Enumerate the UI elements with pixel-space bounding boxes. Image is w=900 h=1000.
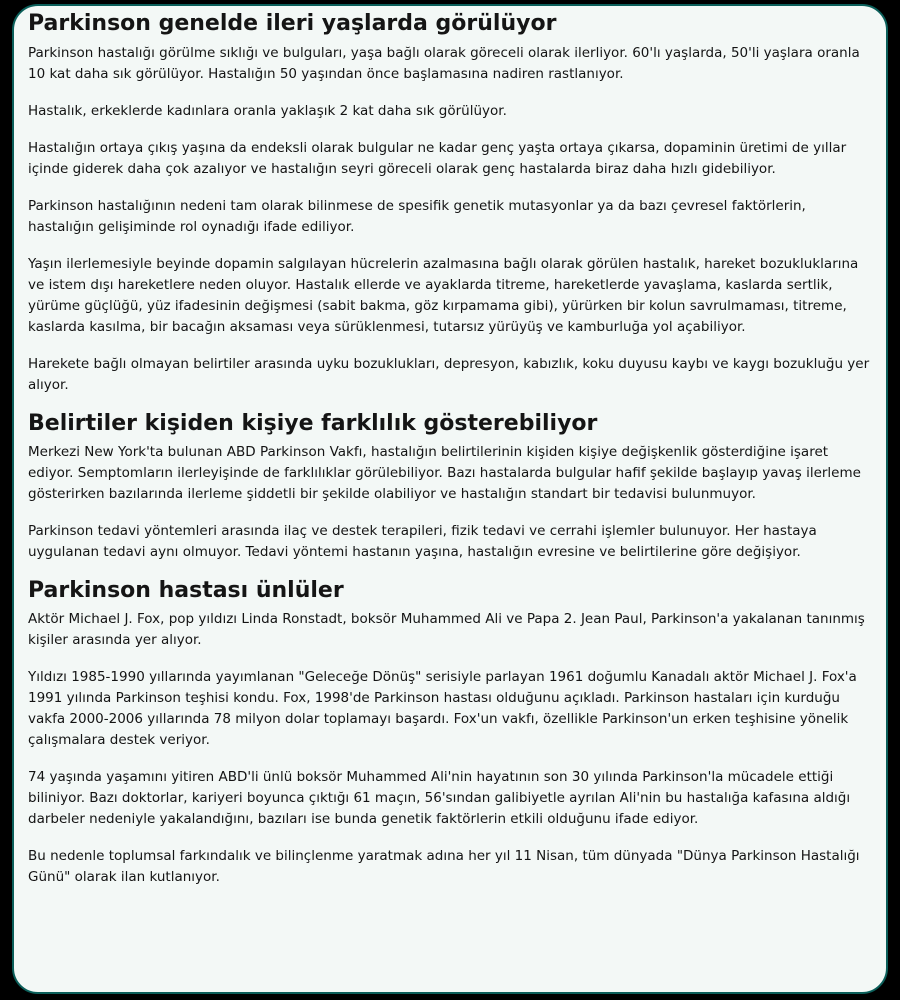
paragraph: 74 yaşında yaşamını yitiren ABD'li ünlü boksör Muhammed Ali'nin hayatının son 30 yılında Parkinson'la mücadele ettiği biliniyor. Bazı doktorlar, kariyeri boyunca çıktığı 61 maçın, 56'sından galibiyetle ayrılan Ali'nin bu hastalığa kafasına aldığı darbeler nedeniyle yakalandığını, bazıları ise bunda genetik faktörlerin etkili olduğunu ifade ediyor.	[28, 769, 851, 827]
section-heading: Parkinson hastası ünlüler	[28, 578, 344, 603]
paragraph: Aktör Michael J. Fox, pop yıldızı Linda Ronstadt, boksör Muhammed Ali ve Papa 2. Jean Paul, Parkinson'a yakalanan tanınmış kişiler arasında yer alıyor.	[28, 611, 865, 648]
section-heading: Parkinson genelde ileri yaşlarda görülüyor	[28, 11, 557, 36]
paragraph: Parkinson tedavi yöntemleri arasında ilaç ve destek terapileri, fizik tedavi ve cerrahi işlemler bulunuyor. Her hastaya uygulanan tedavi aynı olmuyor. Tedavi yöntemi hastanın yaşına, hastalığın evresine ve belirtilerine göre değişiyor.	[28, 523, 817, 560]
section-age	[28, 8, 872, 396]
paragraph: Harekete bağlı olmayan belirtiler arasında uyku bozuklukları, depresyon, kabızlık, koku duyusu kaybı ve kaygı bozukluğu yer alıyor.	[28, 356, 870, 393]
paragraph: Yaşın ilerlemesiyle beyinde dopamin salgılayan hücrelerin azalmasına bağlı olarak görülen hastalık, hareket bozukluklarına ve istem dışı hareketlere neden oluyor. Hastalık ellerde ve ayaklarda titreme, hareketlerde yavaşlama, kaslarda sertlik, yürüme güçlüğü, yüz ifadesinin değişmesi (sabit bakma, göz kırpamama gibi), yürürken bir kolun savrulmaması, titreme, kaslarda kasılma, bir bacağın aksaması veya sürüklenmesi, tutarsız yürüyüş ve kamburluğa yol açabiliyor.	[28, 256, 859, 335]
section-symptoms	[28, 408, 872, 563]
paragraph: Hastalığın ortaya çıkış yaşına da endeksli olarak bulgular ne kadar genç yaşta ortaya çıkarsa, dopaminin üretimi de yıllar içinde giderek daha çok azalıyor ve hastalığın seyri göreceli olarak genç hastalarda biraz daha hızlı gidebiliyor.	[28, 140, 847, 177]
article-card	[12, 4, 888, 994]
paragraph: Parkinson hastalığı görülme sıklığı ve bulguları, yaşa bağlı olarak göreceli olarak ilerliyor. 60'lı yaşlarda, 50'li yaşlara oranla 10 kat daha sık görülüyor. Hastalığın 50 yaşından önce başlamasına nadiren rastlanıyor.	[28, 45, 860, 82]
paragraph: Yıldızı 1985-1990 yıllarında yayımlanan "Geleceğe Dönüş" serisiyle parlayan 1961 doğumlu Kanadalı aktör Michael J. Fox'a 1991 yılında Parkinson teşhisi kondu. Fox, 1998'de Parkinson hastası olduğunu açıkladı. Parkinson hastaları için kurduğu vakfa 2000-2006 yıllarında 78 milyon dolar toplamayı başardı. Fox'un vakfı, özellikle Parkinson'un erken teşhisine yönelik çalışmalara destek veriyor.	[28, 669, 857, 748]
section-celebrities	[28, 575, 872, 888]
paragraph: Parkinson hastalığının nedeni tam olarak bilinmese de spesifik genetik mutasyonlar ya da bazı çevresel faktörlerin, hastalığın gelişiminde rol oynadığı ifade ediliyor.	[28, 198, 806, 235]
paragraph: Merkezi New York'ta bulunan ABD Parkinson Vakfı, hastalığın belirtilerinin kişiden kişiye değişkenlik gösterdiğine işaret ediyor. Semptomların ilerleyişinde de farklılıklar görülebiliyor. Bazı hastalarda bulgular hafif şekilde başlayıp yavaş ilerleme gösterirken bazılarında ilerleme şiddetli bir şekilde olabiliyor ve hastalığın standart bir tedavisi bulunmuyor.	[28, 444, 861, 502]
section-heading: Belirtiler kişiden kişiye farklılık gösterebiliyor	[28, 411, 598, 436]
paragraph: Bu nedenle toplumsal farkındalık ve bilinçlenme yaratmak adına her yıl 11 Nisan, tüm dünyada "Dünya Parkinson Hastalığı Günü" olarak ilan kutlanıyor.	[28, 848, 860, 885]
paragraph: Hastalık, erkeklerde kadınlara oranla yaklaşık 2 kat daha sık görülüyor.	[28, 103, 507, 119]
